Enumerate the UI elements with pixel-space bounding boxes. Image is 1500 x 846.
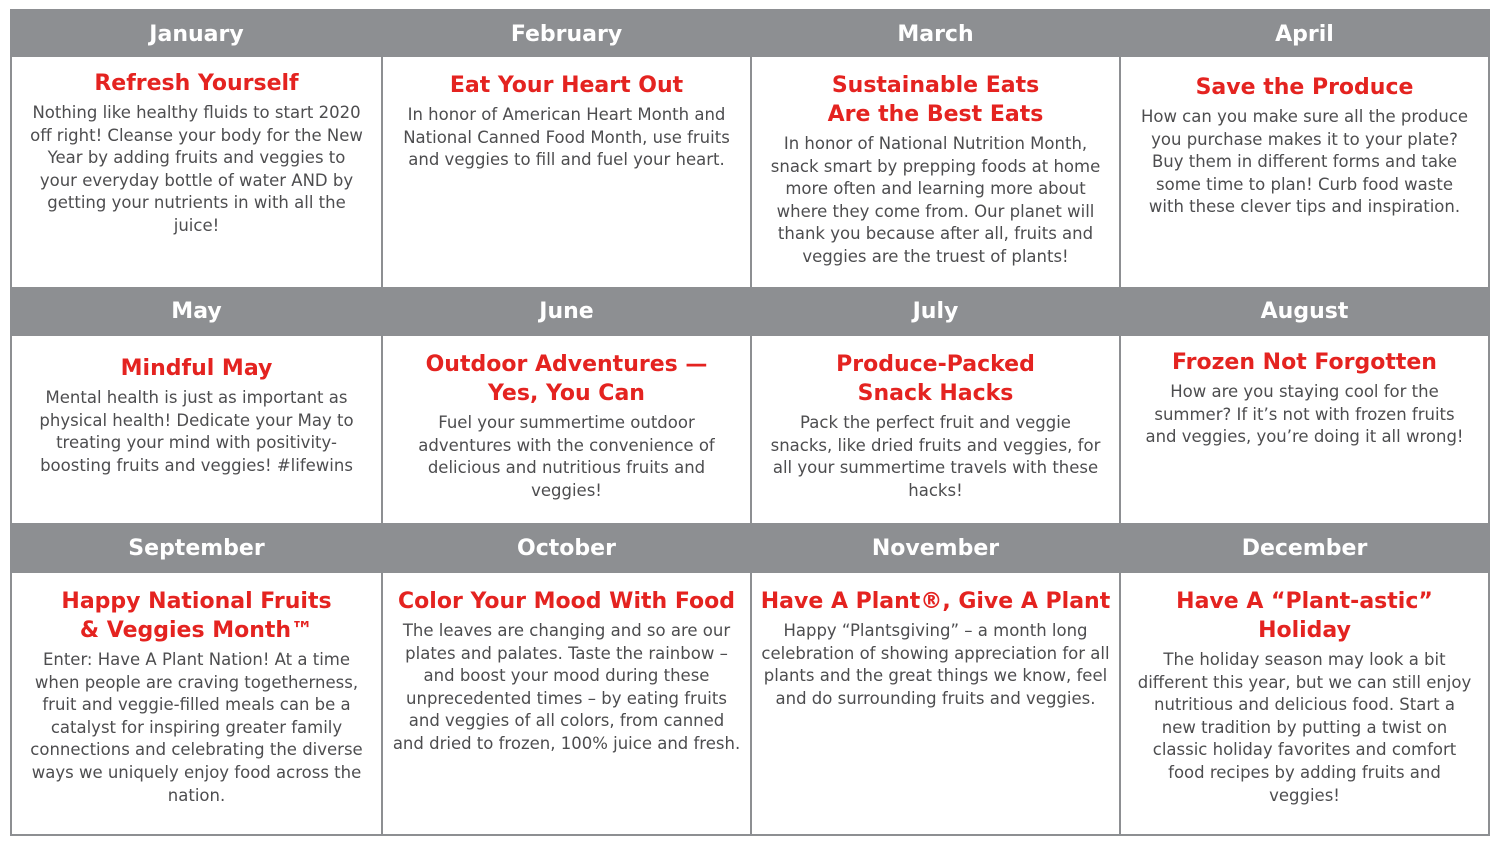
month-header-march: March	[750, 11, 1119, 57]
month-header-february: February	[381, 11, 750, 57]
month-cell-january	[12, 57, 381, 287]
month-title: Produce-Packed Snack Hacks	[836, 352, 1035, 406]
month-title: Eat Your Heart Out	[449, 73, 684, 98]
month-title: Have A “Plant-astic” Holiday	[1176, 589, 1433, 643]
month-cell-june	[381, 336, 750, 523]
month-title: Sustainable Eats Are the Best Eats	[827, 73, 1044, 127]
month-description: The holiday season may look a bit different this year, but we can still enjoy nutritious and delicious food. Start a new tradition by putting a twist on classic holiday favorites and comfort food recipes by adding fruits and veggies!	[1137, 650, 1472, 805]
month-cell-september	[12, 573, 381, 834]
month-cell-february	[381, 57, 750, 287]
month-header-may: May	[12, 287, 381, 336]
month-header-november: November	[750, 523, 1119, 573]
month-header-april: April	[1119, 11, 1488, 57]
month-title: Refresh Yourself	[94, 71, 299, 96]
month-cell-december	[1119, 573, 1488, 834]
month-cell-august	[1119, 336, 1488, 523]
month-header-august: August	[1119, 287, 1488, 336]
month-title: Happy National Fruits & Veggies Month™	[61, 589, 332, 643]
month-title: Color Your Mood With Food	[398, 589, 735, 614]
month-title: Save the Produce	[1195, 75, 1414, 100]
month-header-january: January	[12, 11, 381, 57]
month-cell-november	[750, 573, 1119, 834]
month-cell-october	[381, 573, 750, 834]
month-description: The leaves are changing and so are our plates and palates. Taste the rainbow – and boost your mood during these unprecedented times – by eating fruits and veggies of all colors, from canned and dried to frozen, 100% juice and fresh.	[392, 621, 741, 753]
month-title: Outdoor Adventures — Yes, You Can	[425, 352, 708, 406]
month-description: Nothing like healthy fluids to start 2020 off right! Cleanse your body for the New Year by adding fruits and veggies to your everyday bottle of water AND by getting your nutrients in with all the juice!	[30, 103, 363, 235]
month-description: In honor of National Nutrition Month, snack smart by prepping foods at home more often and learning more about where they come from. Our planet will thank you because after all, fruits and veggies are the truest of plants!	[770, 134, 1101, 266]
month-description: How can you make sure all the produce you purchase makes it to your plate? Buy them in different forms and take some time to plan! Curb food waste with these clever tips and inspiration.	[1140, 107, 1469, 217]
month-header-october: October	[381, 523, 750, 573]
month-cell-april	[1119, 57, 1488, 287]
calendar-grid	[10, 9, 1490, 836]
month-header-june: June	[381, 287, 750, 336]
month-description: Mental health is just as important as physical health! Dedicate your May to treating your mind with positivity-boosting fruits and veggies! #lifewins	[39, 388, 354, 475]
month-header-september: September	[12, 523, 381, 573]
month-title: Frozen Not Forgotten	[1172, 350, 1437, 375]
month-header-july: July	[750, 287, 1119, 336]
month-cell-july	[750, 336, 1119, 523]
month-header-december: December	[1119, 523, 1488, 573]
month-title: Have A Plant®, Give A Plant	[760, 589, 1111, 614]
month-description: How are you staying cool for the summer? If it’s not with frozen fruits and veggies, you’re doing it all wrong!	[1145, 382, 1464, 447]
month-title: Mindful May	[120, 356, 273, 381]
month-description: Happy “Plantsgiving” – a month long celebration of showing appreciation for all plants and the great things we know, feel and do surrounding fruits and veggies.	[761, 621, 1110, 708]
month-description: In honor of American Heart Month and National Canned Food Month, use fruits and veggies to fill and fuel your heart.	[403, 105, 730, 170]
month-description: Fuel your summertime outdoor adventures with the convenience of delicious and nutritious fruits and veggies!	[418, 413, 715, 500]
month-cell-march	[750, 57, 1119, 287]
month-description: Pack the perfect fruit and veggie snacks, like dried fruits and veggies, for all your summertime travels with these hacks!	[770, 413, 1101, 500]
month-description: Enter: Have A Plant Nation! At a time when people are craving togetherness, fruit and veggie-filled meals can be a catalyst for inspiring greater family connections and celebrating the diverse ways we uniquely enjoy food across the nation.	[30, 650, 363, 805]
month-cell-may	[12, 336, 381, 523]
